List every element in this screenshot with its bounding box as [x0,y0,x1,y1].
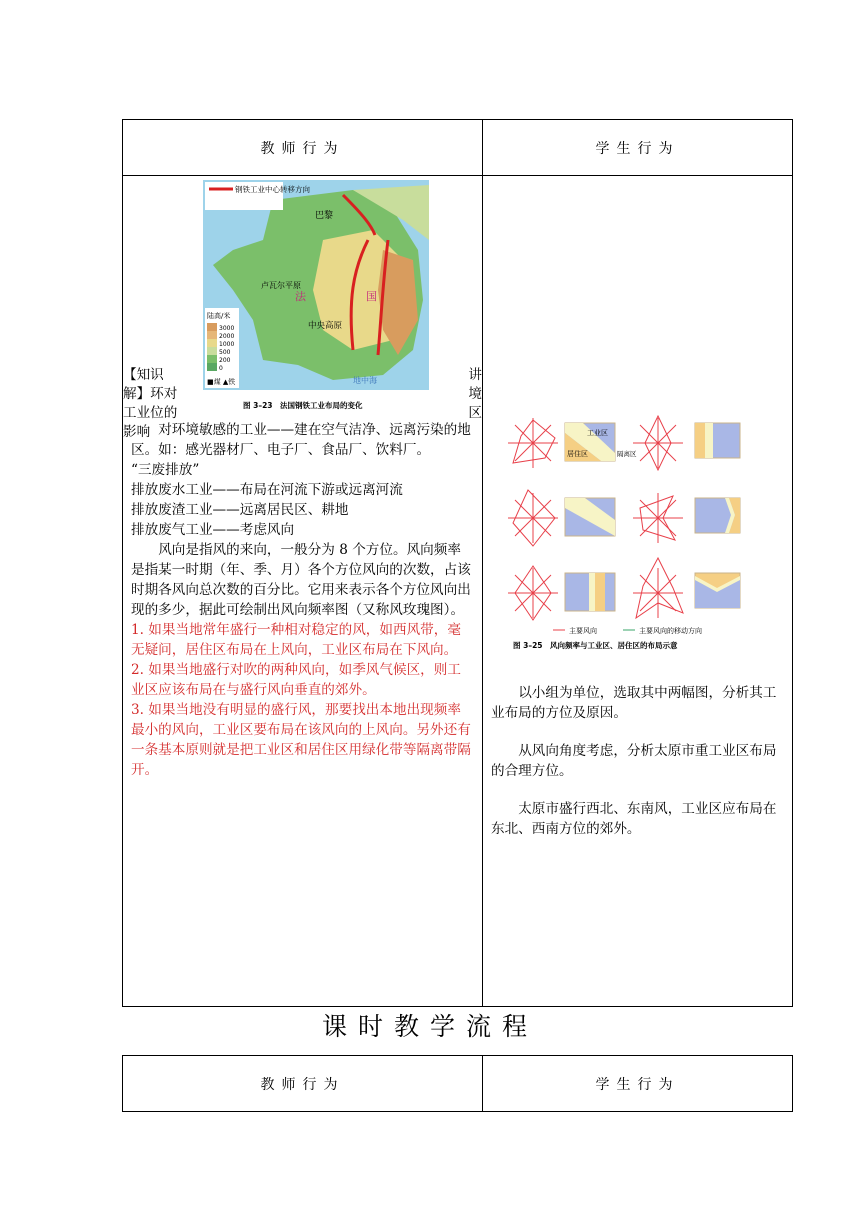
teacher-text [123,420,482,780]
red-paragraph: 1. 如果当地常年盛行一种相对稳定的风，如西风带，毫无疑问，居住区布局在上风向，工业区布局在下风向。 [131,622,461,658]
paragraph: 排放废渣工业——远离居民区、耕地 [131,502,349,518]
svg-text:500: 500 [219,349,231,356]
map-caption: 图 3–23 法国钢铁工业布局的变化 [243,401,363,410]
flow-table [122,1055,793,1112]
svg-text:1000: 1000 [219,341,235,348]
paragraph: 风向是指风的来向，一般分为 8 个方位。风向频率是指某一时期（年、季、月）各个方位风向的次数，占该时期各风向总次数的百分比。它用来表示各个方位风向出现的多少，据此可绘制出风向频率图（又称风玫瑰图）。 [131,542,471,618]
student-paragraph: 从风向角度考虑，分析太原市重工业区布局的合理方位。 [491,743,777,779]
paragraph: 排放废气工业——考虑风向 [131,522,295,538]
map-legend-title: 钢铁工业中心转移方向 [235,185,310,194]
svg-text:法: 法 [295,290,306,303]
france-steel-map [203,180,429,416]
legend-main-wind: 主要风向 [569,627,597,635]
lesson-table [122,119,793,1007]
svg-text:国: 国 [366,290,377,303]
elevation-title: 陆高/米 [207,312,231,320]
student-cell [483,176,793,1007]
red-paragraph: 2. 如果当地盛行对吹的两种风向，如季风气候区，则工业区应该布局在与盛行风向垂直的郊外。 [131,662,461,698]
teacher-cell [123,176,483,1007]
svg-text:中央高原: 中央高原 [308,321,343,331]
svg-text:3000: 3000 [219,325,235,332]
paragraph: “三废排放” [131,462,200,478]
svg-text:地中海: 地中海 [353,376,377,385]
resource-legend: ■煤 ▲铁 [207,378,236,386]
svg-text:巴黎: 巴黎 [315,211,334,221]
svg-text:200: 200 [219,357,231,364]
paragraph: 对环境敏感的工业——建在空气洁净、远离污染的地区。如：感光器材厂、电子厂、食品厂、饮料厂。 [131,422,471,458]
svg-text:2000: 2000 [219,333,235,340]
student-paragraph: 以小组为单位，选取其中两幅图，分析其工业布局的方位及原因。 [491,685,777,721]
label-industry: 工业区 [587,429,608,437]
teacher-header-2: 教师行为 [123,1056,483,1112]
svg-text:卢瓦尔平原: 卢瓦尔平原 [261,281,301,290]
student-text [483,683,792,839]
student-paragraph: 太原市盛行西北、东南风，工业区应布局在东北、西南方位的郊外。 [491,801,777,837]
wind-rose-figure [503,408,765,653]
wind-caption: 图 3–25 风向频率与工业区、居住区的布局示意 [513,641,678,650]
label-buffer: 隔离区 [617,450,637,458]
paragraph: 排放废水工业——布局在河流下游或远离河流 [131,482,403,498]
knowledge-label-right: 讲境区 [468,367,482,421]
svg-text:0: 0 [219,365,223,372]
section-title: 课时教学流程 [321,1012,538,1041]
label-residence: 居住区 [567,450,588,458]
student-header-2: 学生行为 [483,1056,793,1112]
knowledge-label-left: 【知识解】环对工业位的影响 [123,367,178,440]
teacher-header: 教师行为 [123,120,483,176]
red-paragraph: 3. 如果当地没有明显的盛行风，那要找出本地出现频率最小的风向，工业区要布局在该风向的上风向。另外还有一条基本原则就是把工业区和居住区用绿化带等隔离带隔开。 [131,702,471,778]
legend-move-wind: 主要风向的移动方向 [639,627,702,635]
student-header: 学生行为 [483,120,793,176]
